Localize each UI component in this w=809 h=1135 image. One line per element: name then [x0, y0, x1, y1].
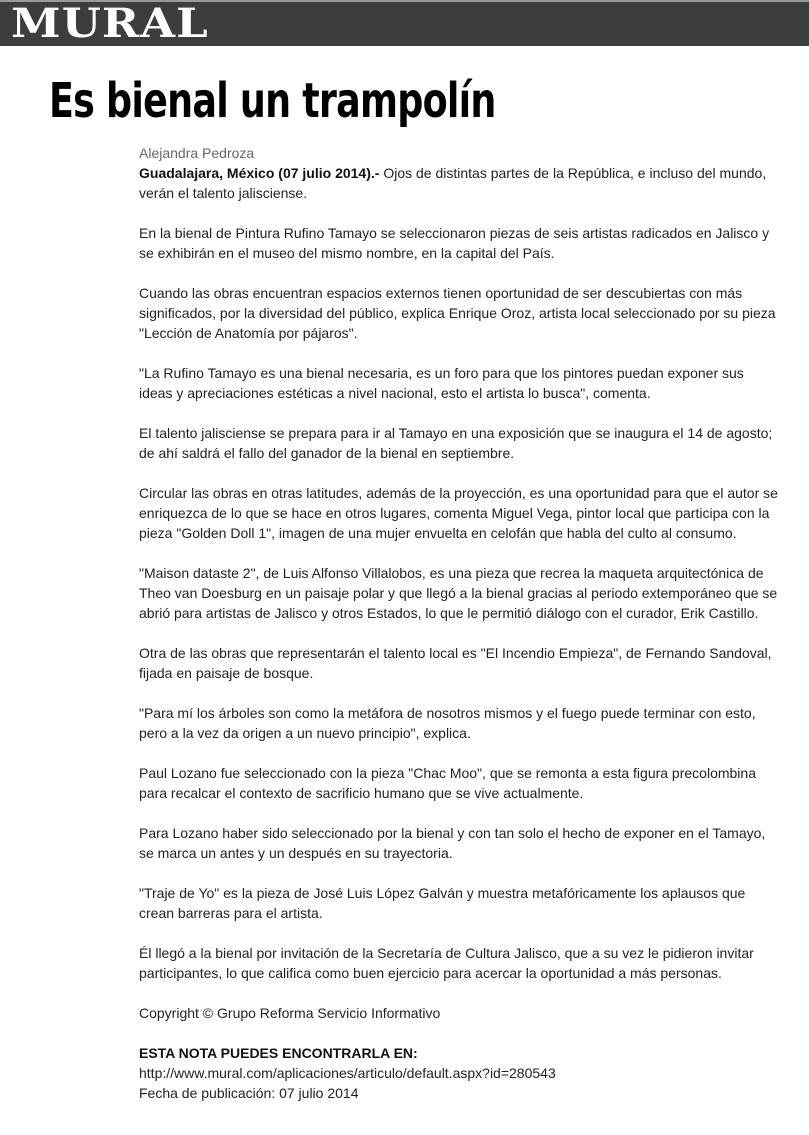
- article-paragraph: Otra de las obras que representarán el talento local es "El Incendio Empieza", de Fernando Sandoval, fijada en paisaje de bosque.: [139, 645, 772, 681]
- article-body: [139, 143, 779, 1103]
- article-paragraph: "Para mí los árboles son como la metáfora de nosotros mismos y el fuego puede terminar con esto, pero a la vez da origen a un nuevo principio", explica.: [139, 705, 756, 741]
- article-paragraph: Cuando las obras encuentran espacios externos tienen oportunidad de ser descubiertas con más significados, por la diversidad del público, explica Enrique Oroz, artista local seleccionado por su pieza "Lección de Anatomía por pájaros".: [139, 285, 776, 341]
- article-paragraph: Paul Lozano fue seleccionado con la pieza "Chac Moo", que se remonta a esta figura precolombina para recalcar el contexto de sacrificio humano que se vive actualmente.: [139, 765, 756, 801]
- article-paragraph: Para Lozano haber sido seleccionado por la bienal y con tan solo el hecho de exponer en el Tamayo, se marca un antes y un después en su trayectoria.: [139, 825, 766, 861]
- source-block: [139, 1043, 779, 1103]
- mural-logo: MURAL: [11, 0, 209, 47]
- source-label: ESTA NOTA PUEDES ENCONTRARLA EN:: [139, 1045, 418, 1061]
- article-paragraph: "La Rufino Tamayo es una bienal necesaria, es un foro para que los pintores puedan exponer sus ideas y apreciaciones estéticas a nivel nacional, esto el artista lo busca", comenta.: [139, 365, 744, 401]
- article-paragraph: El talento jalisciense se prepara para ir al Tamayo en una exposición que se inaugura el 14 de agosto; de ahí saldrá el fallo del ganador de la bienal en septiembre.: [139, 425, 773, 461]
- article-paragraph: "Traje de Yo" es la pieza de José Luis López Galván y muestra metafóricamente los aplausos que crean barreras para el artista.: [139, 885, 746, 921]
- article-paragraph: En la bienal de Pintura Rufino Tamayo se seleccionaron piezas de seis artistas radicados en Jalisco y se exhibirán en el museo del mismo nombre, en la capital del País.: [139, 225, 770, 261]
- article-lead-text: Ojos de distintas partes de la República, e incluso del mundo, verán el talento jalisciense.: [139, 165, 767, 201]
- article-lead-paragraph: [139, 163, 779, 203]
- copyright-notice: Copyright © Grupo Reforma Servicio Informativo: [139, 1005, 441, 1021]
- article-paragraph: Él llegó a la bienal por invitación de la Secretaría de Cultura Jalisco, que a su vez le pidieron invitar participantes, lo que califica como buen ejercicio para acercar la oportunidad a más personas.: [139, 945, 754, 981]
- article-dateline: Guadalajara, México (07 julio 2014).-: [139, 165, 380, 181]
- article-paragraph: Circular las obras en otras latitudes, además de la proyección, es una oportunidad para que el autor se enriquezca de lo que se hace en otros lugares, comenta Miguel Vega, pintor local que participa con la pieza "Golden Doll 1", imagen de una mujer envuelta en celofán que habla del culto al consumo.: [139, 485, 778, 541]
- source-url: http://www.mural.com/aplicaciones/articulo/default.aspx?id=280543: [139, 1065, 556, 1081]
- article-author: Alejandra Pedroza: [139, 145, 255, 161]
- article-headline: Es bienal un trampolín: [49, 73, 496, 129]
- article-paragraph: "Maison dataste 2", de Luis Alfonso Villalobos, es una pieza que recrea la maqueta arquitectónica de Theo van Doesburg en un paisaje polar y que llegó a la bienal gracias al periodo extemporáneo que se abrió para artistas de Jalisco y otros Estados, lo que le permitió diálogo con el curador, Erik Castillo.: [139, 565, 778, 621]
- masthead: [0, 0, 809, 46]
- publication-date: Fecha de publicación: 07 julio 2014: [139, 1085, 359, 1101]
